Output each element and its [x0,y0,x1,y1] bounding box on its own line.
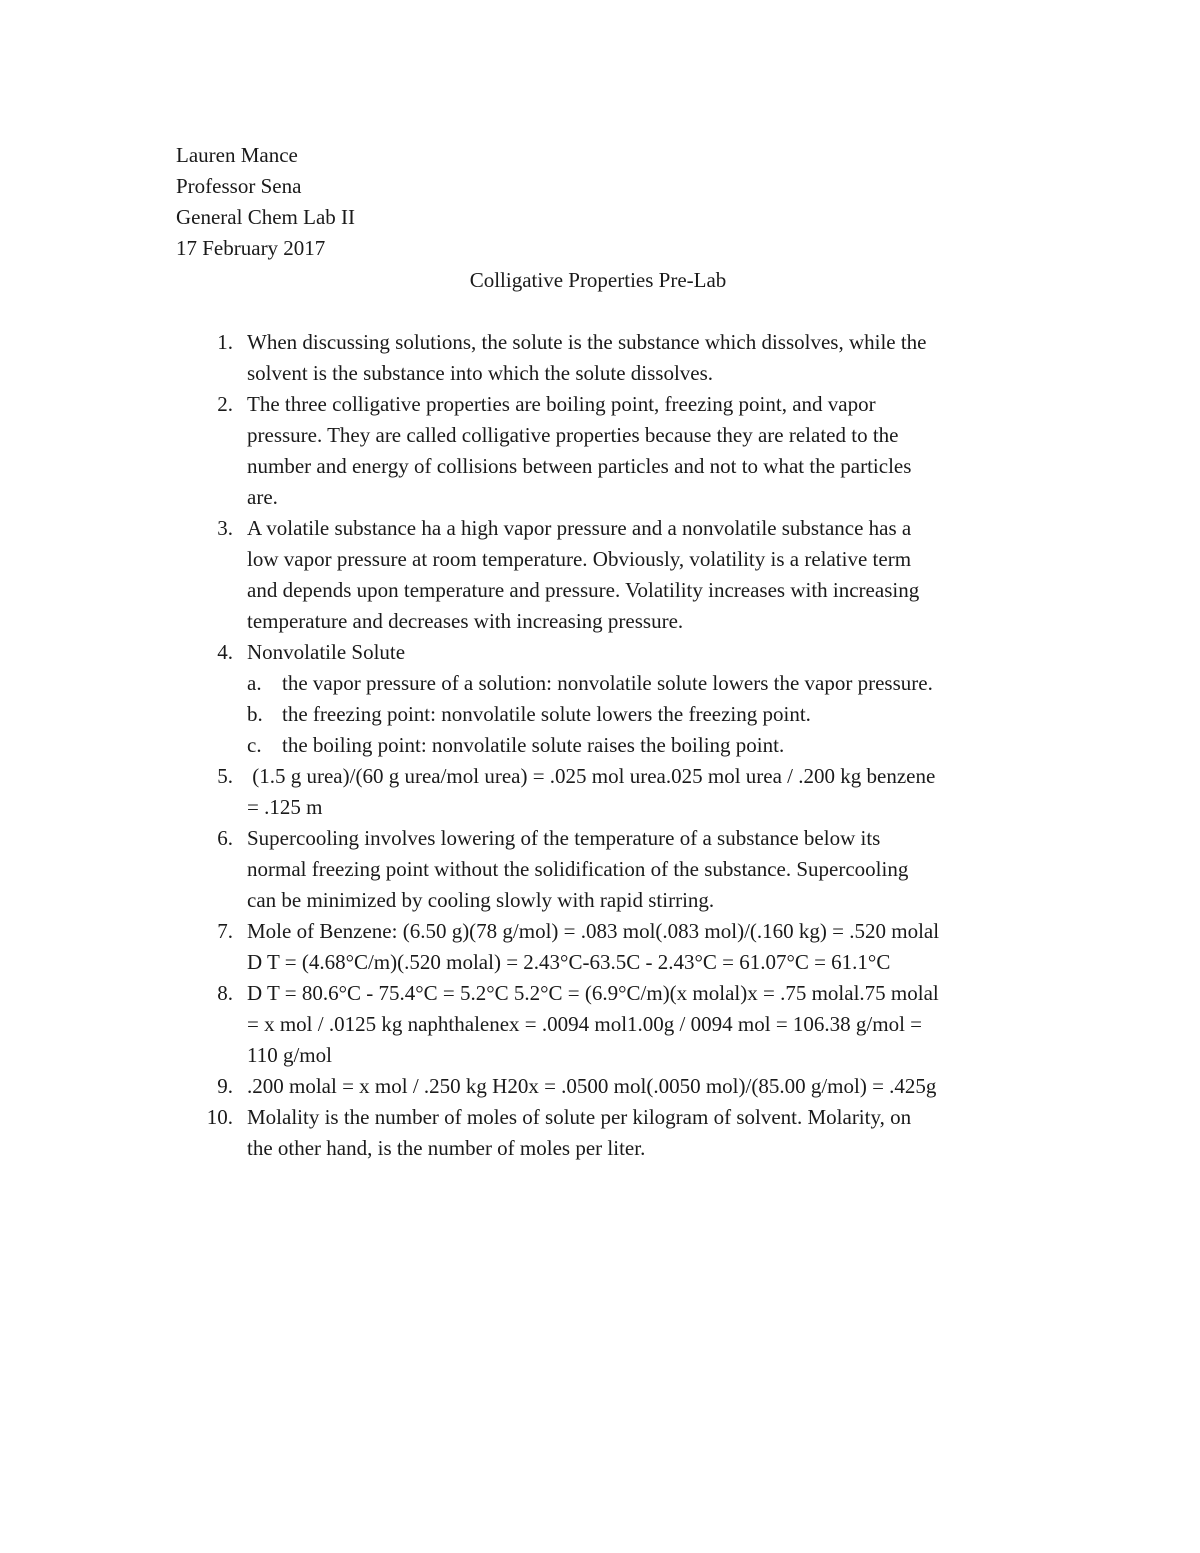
list-item [176,637,1046,761]
list-item-text [247,637,1046,761]
text-line: = .125 m [247,795,323,819]
list-item-number: 2. [217,392,233,416]
text-line: Mole of Benzene: (6.50 g)(78 g/mol) = .083 mol(.083 mol)/(.160 kg) = .520 molal [247,919,940,943]
list-item-number: 8. [217,981,233,1005]
list-item-number: 6. [217,826,233,850]
text-line: D T = 80.6°C - 75.4°C = 5.2°C 5.2°C = (6.9°C/m)(x molal)x = .75 molal.75 molal [247,981,939,1005]
text-line: temperature and decreases with increasing pressure. [247,609,684,633]
text-line: D T = (4.68°C/m)(.520 molal) = 2.43°C-63.5C - 2.43°C = 61.07°C = 61.1°C [247,950,891,974]
document-title: Colligative Properties Pre-Lab [469,268,727,292]
text-line: normal freezing point without the solidification of the substance. Supercooling [247,857,909,881]
text-line: Supercooling involves lowering of the temperature of a substance below its [247,826,881,850]
text-line: the other hand, is the number of moles per liter. [247,1136,646,1160]
list-item-text [247,916,1046,978]
list-item [176,916,1046,978]
sub-list-text: the vapor pressure of a solution: nonvolatile solute lowers the vapor pressure. [282,671,933,695]
list-item-text [247,327,1046,389]
text-line: Nonvolatile Solute [247,640,406,664]
student-name: Lauren Mance [176,143,298,167]
list-item [176,823,1046,916]
text-line: (1.5 g urea)/(60 g urea/mol urea) = .025 mol urea.025 mol urea / .200 kg benzene [247,764,936,788]
sub-list-letter: a. [247,671,262,695]
sub-list [247,668,1046,761]
list-item-number: 9. [217,1074,233,1098]
sub-list-letter: c. [247,733,262,757]
header-block [176,140,355,264]
list-item [176,1071,1046,1102]
text-line: = x mol / .0125 kg naphthalenex = .0094 mol1.00g / 0094 mol = 106.38 g/mol = [247,1012,923,1036]
text-line: A volatile substance ha a high vapor pressure and a nonvolatile substance has a [247,516,912,540]
sub-list-item [247,699,1046,730]
list-item-text [247,1071,1046,1102]
list-item-text [247,761,1046,823]
professor-name: Professor Sena [176,174,302,198]
list-item [176,978,1046,1071]
text-line: are. [247,485,278,509]
list-item-text [247,978,1046,1071]
text-line: can be minimized by cooling slowly with rapid stirring. [247,888,715,912]
list-item-text [247,389,1046,513]
text-line: number and energy of collisions between particles and not to what the particles [247,454,912,478]
sub-list-text: the boiling point: nonvolatile solute raises the boiling point. [282,733,785,757]
text-line: .200 molal = x mol / .250 kg H20x = .0500 mol(.0050 mol)/(85.00 g/mol) = .425g [247,1074,937,1098]
sub-list-item [247,730,1046,761]
list-item-text [247,823,1046,916]
list-item-number: 4. [217,640,233,664]
sub-list-item [247,668,1046,699]
sub-list-letter: b. [247,702,263,726]
text-line: pressure. They are called colligative properties because they are related to the [247,423,899,447]
list-item-number: 3. [217,516,233,540]
list-item-text [247,513,1046,637]
text-line: solvent is the substance into which the solute dissolves. [247,361,714,385]
text-line: low vapor pressure at room temperature. Obviously, volatility is a relative term [247,547,912,571]
document-date: 17 February 2017 [176,236,326,260]
list-item-number: 5. [217,764,233,788]
sub-list-text: the freezing point: nonvolatile solute lowers the freezing point. [282,702,811,726]
text-line: and depends upon temperature and pressure. Volatility increases with increasing [247,578,920,602]
list-item-text [247,1102,1046,1164]
list-item [176,327,1046,389]
list-item-number: 7. [217,919,233,943]
list-item-number: 10. [206,1105,233,1129]
list-item-number: 1. [217,330,233,354]
answer-list [176,327,1046,1164]
list-item [176,761,1046,823]
text-line: Molality is the number of moles of solute per kilogram of solvent. Molarity, on [247,1105,912,1129]
course-name: General Chem Lab II [176,205,356,229]
text-line: When discussing solutions, the solute is the substance which dissolves, while the [247,330,927,354]
text-line: The three colligative properties are boiling point, freezing point, and vapor [247,392,876,416]
list-item [176,513,1046,637]
text-line: 110 g/mol [247,1043,332,1067]
list-item [176,389,1046,513]
list-item [176,1102,1046,1164]
